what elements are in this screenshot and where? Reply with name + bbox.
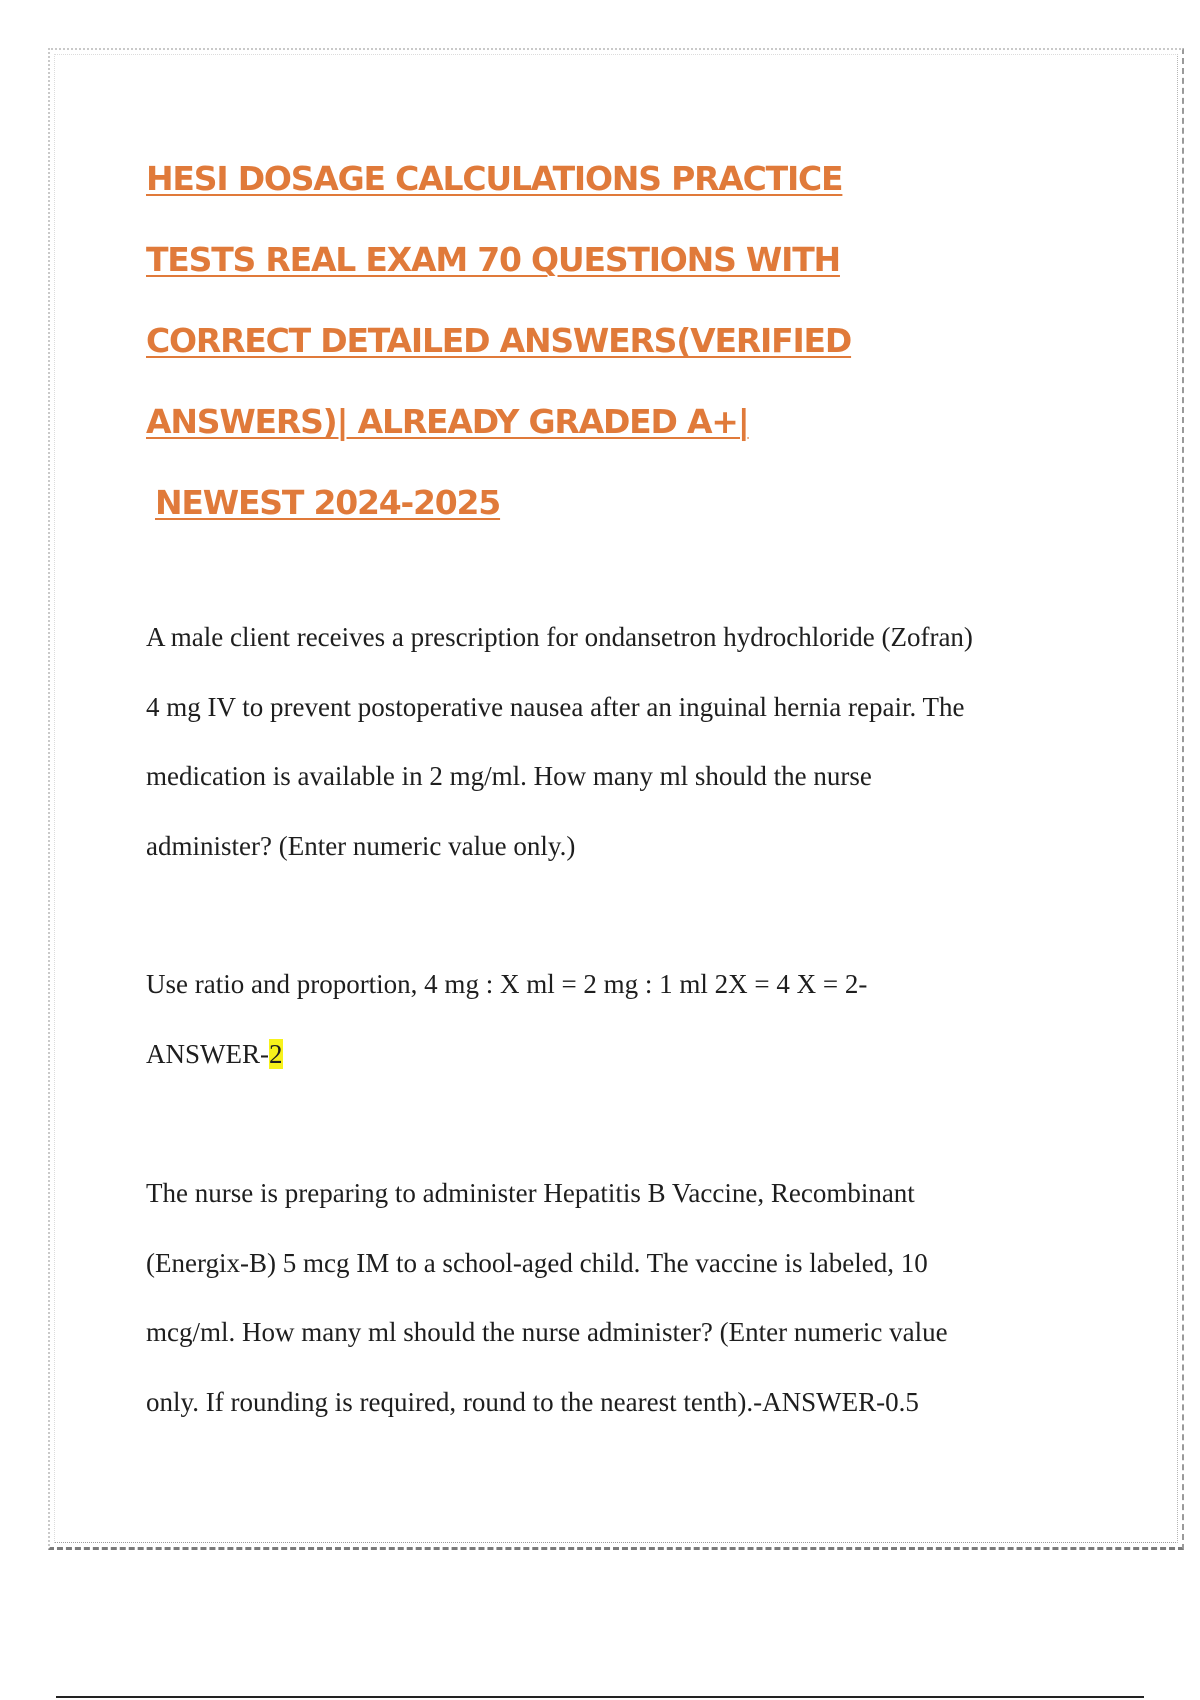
- question-2-line: mcg/ml. How many ml should the nurse administer? (Enter numeric value: [146, 1317, 948, 1347]
- question-1-line: A male client receives a prescription for ondansetron hydrochloride (Zofran): [146, 622, 973, 652]
- title-line-4: ANSWERS)| ALREADY GRADED A+|: [146, 402, 749, 441]
- question-2-line: (Energix-B) 5 mcg IM to a school-aged child. The vaccine is labeled, 10: [146, 1247, 928, 1278]
- answer-1-working: Use ratio and proportion, 4 mg : X ml = 2 mg : 1 ml 2X = 4 X = 2-: [146, 969, 868, 999]
- answer-1-value-highlight: 2: [269, 1038, 283, 1069]
- question-1: [146, 603, 1106, 881]
- answer-1: [146, 950, 1106, 1089]
- question-1-line: administer? (Enter numeric value only.): [146, 830, 576, 861]
- question-1-line: medication is available in 2 mg/ml. How many ml should the nurse: [146, 761, 872, 791]
- title-line-3: CORRECT DETAILED ANSWERS(VERIFIED: [146, 321, 852, 360]
- question-2-line: only. If rounding is required, round to the nearest tenth).-ANSWER-0.5: [146, 1386, 919, 1417]
- title-line-5: NEWEST 2024-2025: [155, 483, 501, 522]
- question-1-line: 4 mg IV to prevent postoperative nausea after an inguinal hernia repair. The: [146, 691, 965, 722]
- question-2-line: The nurse is preparing to administer Hepatitis B Vaccine, Recombinant: [146, 1178, 915, 1208]
- answer-1-label: ANSWER-: [146, 1038, 269, 1069]
- question-2: [146, 1159, 1106, 1437]
- answer-1-result: [146, 1020, 1106, 1090]
- title-line-1: HESI DOSAGE CALCULATIONS PRACTICE: [146, 159, 843, 198]
- title-line-2: TESTS REAL EXAM 70 QUESTIONS WITH: [146, 240, 840, 279]
- footer-rule: [56, 1696, 1144, 1698]
- document-title: [146, 138, 1076, 543]
